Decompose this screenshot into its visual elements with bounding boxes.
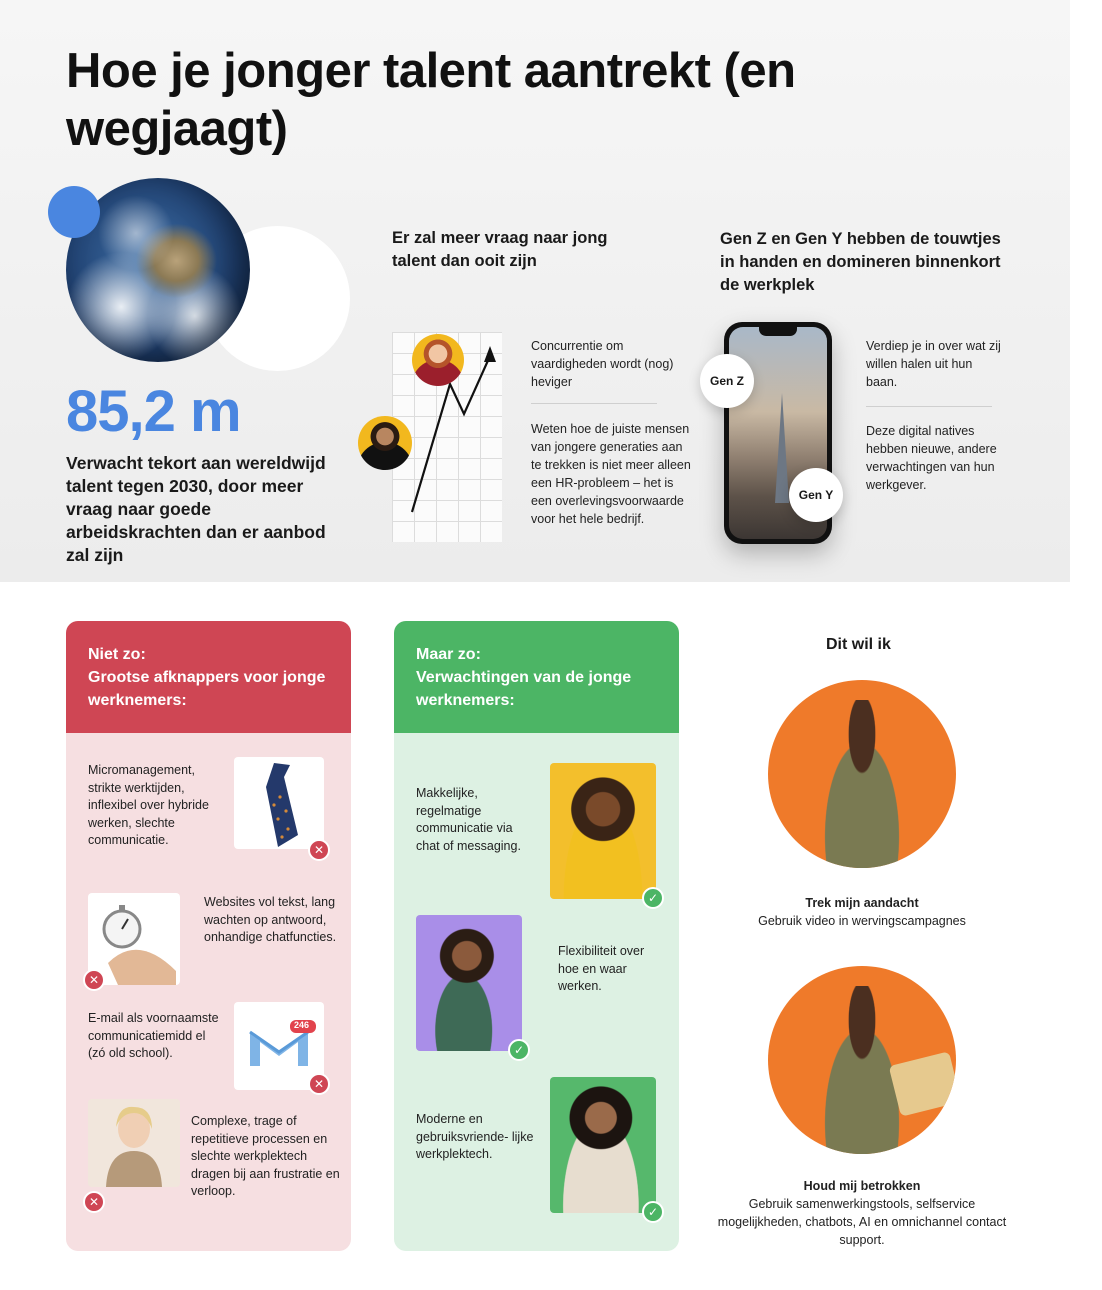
cross-icon: ✕ [308, 839, 330, 861]
dont-item-text: Micromanagement, strikte werktijden, inflexibel over hybride werken, slechte communicatie. [88, 763, 209, 847]
blue-dot-decoration [48, 186, 100, 238]
frustrated-person-icon [88, 1099, 180, 1187]
happy-woman-phone-photo [550, 763, 656, 899]
check-icon: ✓ [642, 1201, 664, 1223]
do-item-text: Moderne en gebruiksvriende- lijke werkplektech. [416, 1112, 534, 1161]
persona-subtitle: Gebruik video in wervingscampagnes [758, 914, 966, 928]
do-item-text: Flexibiliteit over hoe en waar werken. [558, 944, 645, 993]
persona-subtitle: Gebruik samenwerkingstools, selfservice mogelijkheden, chatbots, AI en omnichannel contact support. [717, 1197, 1007, 1247]
person-figure [808, 700, 916, 868]
do-item-text: Makkelijke, regelmatige communicatie via chat of messaging. [416, 786, 521, 853]
dont-item-text: E-mail als voornaamste communicatiemidd el (zó old school). [88, 1011, 219, 1060]
page-title: Hoe je jonger talent aantrekt (en wegjaagt) [66, 44, 796, 156]
dont-card [66, 621, 351, 1251]
persona-title: Houd mij betrokken [803, 1179, 921, 1193]
cross-icon: ✕ [308, 1073, 330, 1095]
do-card [394, 621, 679, 1251]
digital-natives-text: Deze digital natives hebben nieuwe, andere verwachtingen van hun werkgever. [866, 424, 997, 492]
young-boy-avatar [358, 416, 412, 470]
cross-icon: ✕ [83, 1191, 105, 1213]
cheering-woman-photo [550, 1077, 656, 1213]
smiling-man-tablet-photo [768, 966, 956, 1154]
dig-deeper-text: Verdiep je in over wat zij willen halen uit hun baan. [866, 339, 1001, 389]
phone-notch [759, 327, 797, 336]
persona-attention [712, 894, 1012, 930]
stopwatch-icon [88, 893, 180, 985]
tie-icon [234, 757, 324, 849]
gen-z-badge: Gen Z [700, 354, 754, 408]
stat-description: Verwacht tekort aan wereldwijd talent tegen 2030, door meer vraag naar goede arbeidskrachten dan er aanbod zal zijn [66, 453, 326, 565]
skyscraper-icon [775, 393, 789, 503]
persona-title: Trek mijn aandacht [805, 896, 919, 910]
dont-card-heading: Niet zo: Grootse afknappers voor jonge werknemers: [66, 621, 351, 733]
big-stat-value: 85,2 m [66, 379, 241, 444]
man-with-laptop-photo [416, 915, 522, 1051]
unread-count: 246 [294, 1020, 310, 1030]
dont-item-text: Complexe, trage of repetitieve processen en slechte werkplektech dragen bij aan frustratie en verloop. [191, 1114, 340, 1198]
check-icon: ✓ [642, 887, 664, 909]
gen-heading: Gen Z en Gen Y hebben de touwtjes in handen en domineren binnenkort de werkplek [720, 230, 1001, 294]
demand-heading: Er zal meer vraag naar jong talent dan ooit zijn [392, 229, 608, 270]
smiling-man-phone-photo [768, 680, 956, 868]
persona-heading: Dit wil ik [826, 636, 891, 653]
gen-y-badge: Gen Y [789, 468, 843, 522]
divider [531, 403, 657, 404]
persona-engaged [712, 1177, 1012, 1249]
survival-text: Weten hoe de juiste mensen van jongere generaties aan te trekken is niet meer alleen een HR-probleem – het is een overlevingsvoorwaarde voor het hele bedrijf. [531, 422, 691, 526]
divider [866, 406, 992, 407]
competition-text: Concurrentie om vaardigheden wordt (nog) heviger [531, 339, 674, 389]
young-woman-avatar [412, 334, 464, 386]
do-card-heading: Maar zo: Verwachtingen van de jonge werknemers: [394, 621, 679, 733]
check-icon: ✓ [508, 1039, 530, 1061]
dont-item-text: Websites vol tekst, lang wachten op antwoord, onhandige chatfuncties. [204, 895, 337, 944]
cross-icon: ✕ [83, 969, 105, 991]
